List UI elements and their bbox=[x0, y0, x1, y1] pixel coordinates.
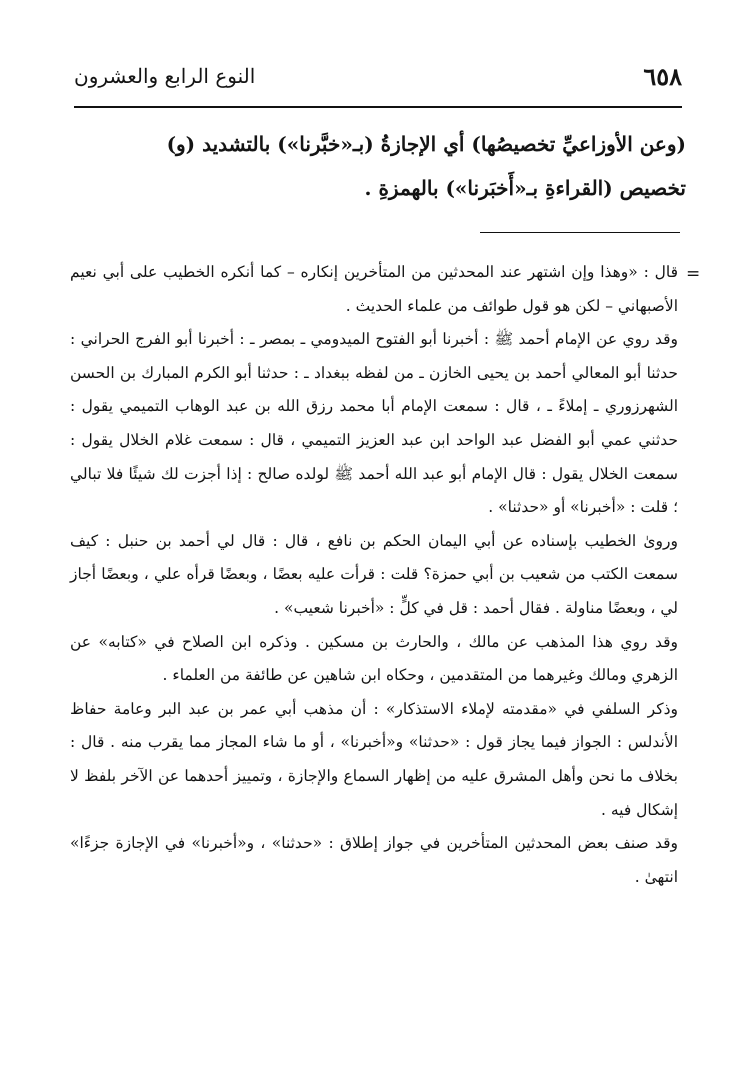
footnotes bbox=[70, 256, 678, 894]
footnote-paragraph-1: قال : «وهذا وإن اشتهر عند المحدثين من المتأخرين إنكاره – كما أنكره الخطيب على أبي نعيم الأصبهاني – لكن هو قول طوائف من علماء الحديث . bbox=[70, 263, 678, 315]
page-header bbox=[74, 56, 682, 96]
footnote-paragraph-3: وروىٰ الخطيب بإسناده عن أبي اليمان الحكم بن نافع ، قال : قال لي أحمد بن حنبل : كيف سمعت الكتب من شعيب بن أبي حمزة؟ قلت : قرأت عليه بعضًا ، وبعضًا قرأه علي ، وبعضًا أجاز لي ، وبعضًا مناولة . فقال أحمد : قل في كلٍّ : «أخبرنا شعيب» . bbox=[70, 531, 678, 617]
footnote-paragraph-2: وقد روي عن الإمام أحمد ﷺ : أخبرنا أبو الفتوح الميدومي ـ بمصر ـ : أخبرنا أبو الفرج الحراني : حدثنا أبو المعالي أحمد بن يحيى الخازن ـ من لفظه ببغداد ـ : حدثنا أبو الكرم المبارك بن الحسن الشهرزوري ـ إملاءً ـ ، قال : سمعت الإمام أبا محمد رزق الله بن عبد الوهاب التميمي يقول : حدثني عمي أبو الفضل عبد الواحد ابن عبد العزيز التميمي ، قال : سمعت غلام الخلال يقول : سمعت الخلال يقول : قال الإمام أبو عبد الله أحمد ﷺ لولده صالح : إذا أجزت لك شيئًا فلا تبالي ؛ قلت : «أخبرنا» أو «حدثنا» . bbox=[70, 330, 678, 517]
footnote-paragraph-4: وقد روي هذا المذهب عن مالك ، والحارث بن مسكين . وذكره ابن الصلاح في «كتابه» عن الزهري ومالك وغيرهما من المتقدمين ، وحكاه ابن شاهين عن طائفة من العلماء . bbox=[70, 632, 678, 685]
footnote-paragraph-6: وقد صنف بعض المحدثين المتأخرين في جواز إطلاق : «حدثنا» ، و«أخبرنا» في الإجازة جزءًا» انتهىٰ . bbox=[70, 834, 678, 886]
main-text-line-2: تخصيص (القراءةِ بـ«أَخبَرنا») بالهمزةِ . bbox=[364, 176, 686, 200]
chapter-title: النوع الرابع والعشرون bbox=[74, 64, 256, 88]
header-divider bbox=[74, 106, 682, 108]
main-text-line-1: (وعن الأوزاعيِّ تخصيصُها) أي الإجازةُ (بـ«خبَّرنا») بالتشديد (و) bbox=[166, 132, 686, 156]
footnote-divider bbox=[480, 232, 680, 233]
main-text bbox=[72, 122, 686, 210]
continuation-mark: = bbox=[686, 264, 701, 284]
footnote-paragraph-5: وذكر السلفي في «مقدمته لإملاء الاستذكار» : أن مذهب أبي عمر بن عبد البر وعامة حفاظ الأندلس : الجواز فيما يجاز قول : «حدثنا» و«أخبرنا» ، أو ما شاء المجاز مما يقرب منه . قال : بخلاف ما نحن وأهل المشرق عليه من إظهار السماع والإجازة ، وتمييز أحدهما عن الآخر بلفظ لا إشكال فيه . bbox=[70, 699, 678, 819]
page-number: ٦٥٨ bbox=[643, 61, 682, 91]
